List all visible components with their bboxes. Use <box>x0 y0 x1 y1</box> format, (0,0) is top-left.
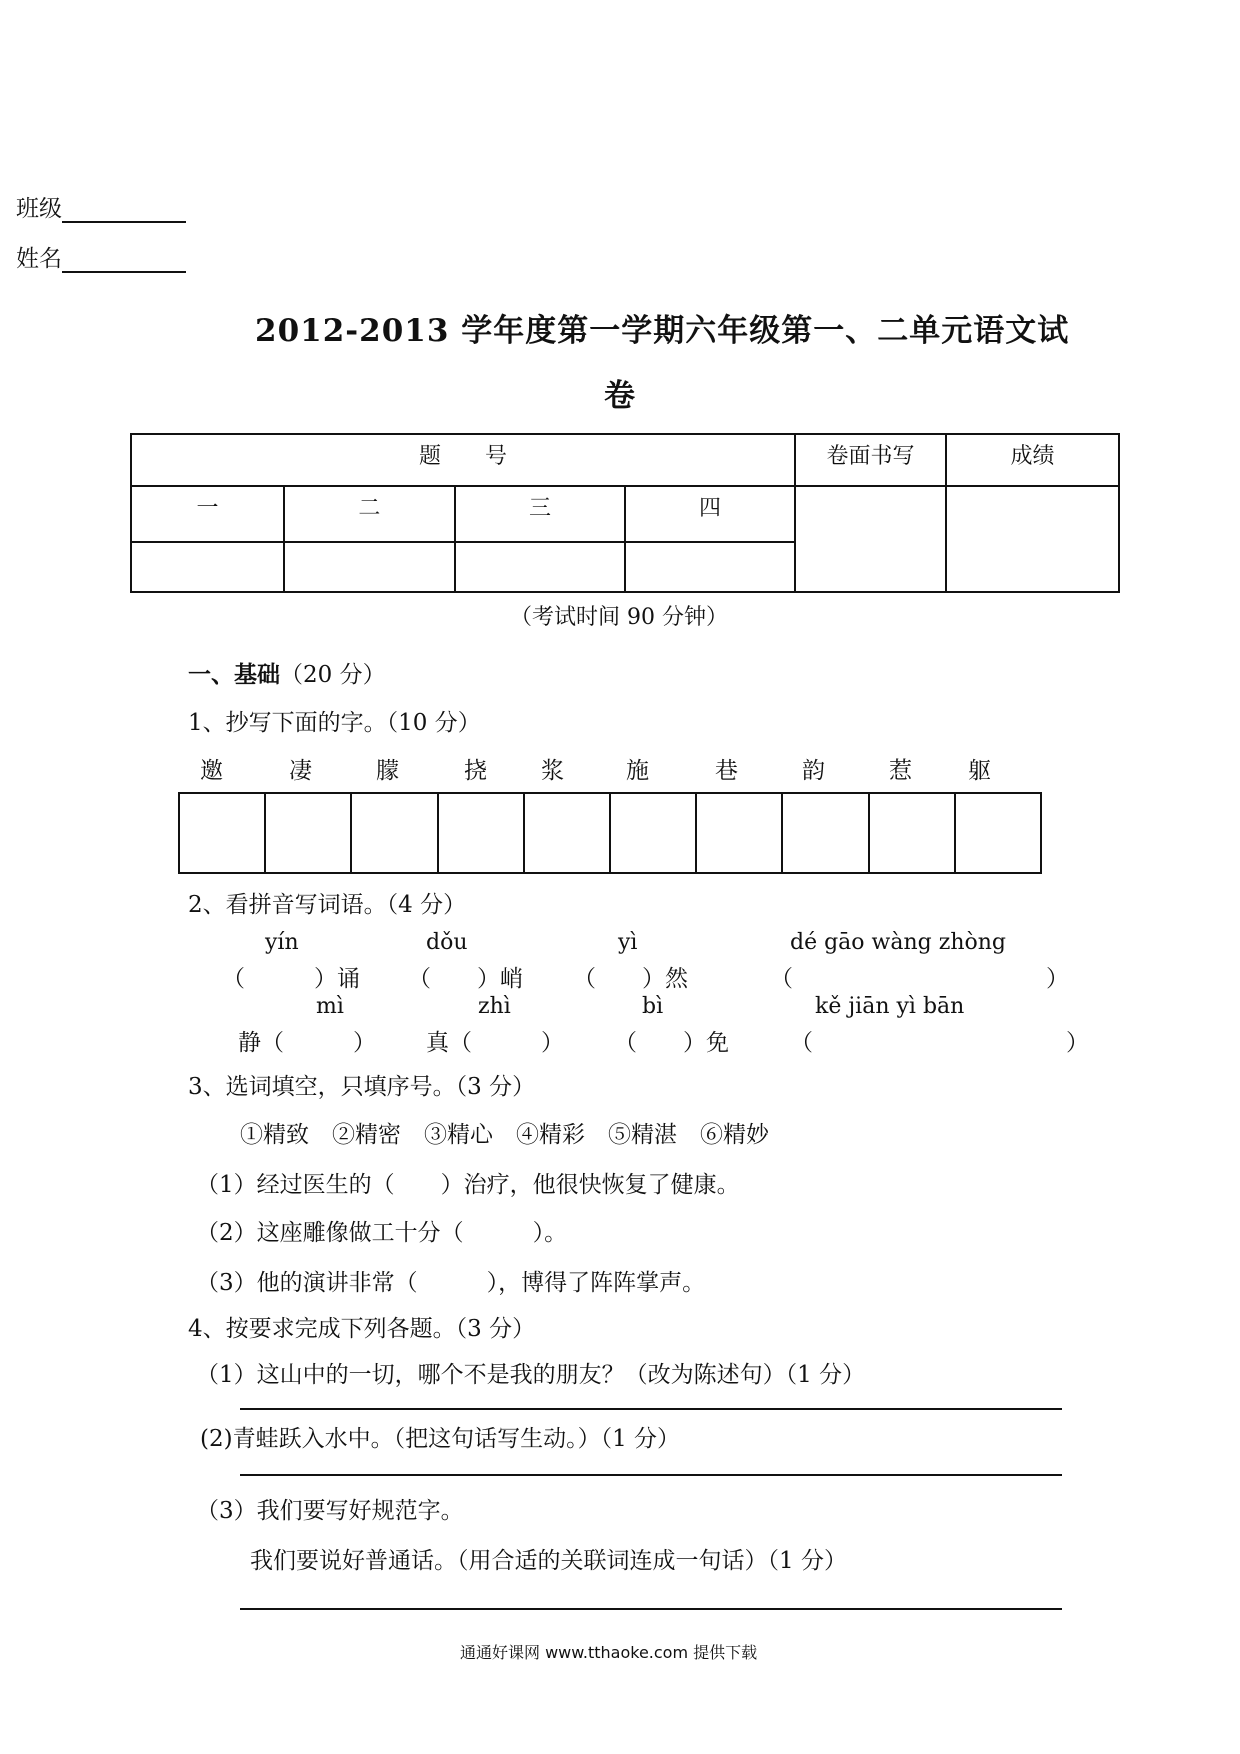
section-three-header: 三 <box>455 486 625 542</box>
name-label: 姓名 <box>16 246 62 272</box>
q2-blank[interactable]: 静（ ） <box>238 1030 376 1056</box>
q1-prompt: 1、抄写下面的字。（10 分） <box>188 710 481 736</box>
q4-item1: （1）这山中的一切，哪个不是我的朋友？（改为陈述句）（1 分） <box>196 1362 866 1388</box>
q2-blank[interactable]: （ ）免 <box>614 1030 729 1056</box>
q2-blank[interactable]: （ ）峭 <box>408 966 523 992</box>
q3-prompt: 3、选词填空，只填序号。（3 分） <box>188 1074 536 1100</box>
q2-blank[interactable]: 真（ ） <box>426 1030 564 1056</box>
writing-box[interactable] <box>956 794 1040 872</box>
score-header: 成绩 <box>946 434 1119 486</box>
q2-blank[interactable]: （ ）然 <box>573 966 688 992</box>
writing-box[interactable] <box>352 794 438 872</box>
section-two-header: 二 <box>284 486 455 542</box>
q4-prompt: 4、按要求完成下列各题。（3 分） <box>188 1316 536 1342</box>
q2-blank[interactable]: （ ） <box>790 1030 1089 1056</box>
section-two-score <box>284 542 455 592</box>
q4-item3-sentence1: （3）我们要写好规范字。 <box>196 1498 464 1524</box>
q1-char: 朦 <box>376 758 399 784</box>
q4-item3-sentence2: 我们要说好普通话。（用合适的关联词连成一句话）（1 分） <box>250 1548 847 1574</box>
q1-char: 浆 <box>541 758 564 784</box>
writing-box[interactable] <box>525 794 611 872</box>
footer-source: 通通好课网 www.tthaoke.com 提供下载 <box>460 1643 758 1662</box>
q2-pinyin: dǒu <box>426 930 468 955</box>
q2-prompt: 2、看拼音写词语。（4 分） <box>188 892 467 918</box>
exam-time-note: （考试时间 90 分钟） <box>510 605 728 630</box>
q1-char: 惹 <box>889 758 912 784</box>
q1-char: 施 <box>626 758 649 784</box>
q2-pinyin: mì <box>316 994 344 1019</box>
total-score-cell <box>946 486 1119 592</box>
q2-pinyin: yín <box>265 930 299 955</box>
q2-pinyin: zhì <box>478 994 511 1019</box>
q1-char: 凄 <box>289 758 312 784</box>
name-field <box>16 240 186 273</box>
section-one-score <box>131 542 284 592</box>
writing-box[interactable] <box>180 794 266 872</box>
q2-pinyin: kě jiān yì bān <box>815 994 965 1019</box>
name-blank <box>62 247 186 273</box>
writing-box[interactable] <box>783 794 869 872</box>
q2-blank[interactable]: （ ）诵 <box>222 966 360 992</box>
q4-item3-answer-line[interactable] <box>240 1608 1062 1610</box>
section-four-header: 四 <box>625 486 795 542</box>
section-three-score <box>455 542 625 592</box>
section-one-title: 一、基础 <box>188 661 280 688</box>
q1-char: 躯 <box>968 758 991 784</box>
q3-word-options: ①精致 ②精密 ③精心 ④精彩 ⑤精湛 ⑥精妙 <box>240 1122 769 1148</box>
score-table <box>130 433 1120 593</box>
handwriting-score-cell <box>795 486 946 592</box>
class-field <box>16 190 186 223</box>
exam-title-line2: 卷 <box>604 378 636 414</box>
section-four-score <box>625 542 795 592</box>
q2-pinyin: dé gāo wàng zhòng <box>790 930 1006 955</box>
q3-item: （3）他的演讲非常（ ），博得了阵阵掌声。 <box>196 1270 706 1296</box>
q1-writing-grid <box>178 792 1042 874</box>
q3-item: （2）这座雕像做工十分（ ）。 <box>196 1220 568 1246</box>
q2-pinyin: yì <box>618 930 638 955</box>
q2-pinyin: bì <box>642 994 664 1019</box>
writing-box[interactable] <box>870 794 956 872</box>
class-blank <box>62 197 186 223</box>
writing-box[interactable] <box>439 794 525 872</box>
q1-char: 邀 <box>200 758 223 784</box>
class-label: 班级 <box>16 196 62 222</box>
q1-char: 巷 <box>715 758 738 784</box>
q4-item1-answer-line[interactable] <box>240 1408 1062 1410</box>
writing-box[interactable] <box>611 794 697 872</box>
q1-char: 韵 <box>802 758 825 784</box>
q4-item2: (2)青蛙跃入水中。（把这句话写生动。）（1 分） <box>200 1426 681 1452</box>
handwriting-header: 卷面书写 <box>795 434 946 486</box>
topic-number-header: 题 号 <box>131 434 795 486</box>
exam-title-line1: 2012-2013 学年度第一学期六年级第一、二单元语文试 <box>255 313 1070 349</box>
q2-blank[interactable]: （ ） <box>770 966 1069 992</box>
writing-box[interactable] <box>266 794 352 872</box>
section-one-header: 一 <box>131 486 284 542</box>
section-one-points: （20 分） <box>280 662 386 688</box>
writing-box[interactable] <box>697 794 783 872</box>
q3-item: （1）经过医生的（ ）治疗，他很快恢复了健康。 <box>196 1172 740 1198</box>
q1-char: 挠 <box>464 758 487 784</box>
q4-item2-answer-line[interactable] <box>240 1474 1062 1476</box>
section-one-heading <box>188 656 386 689</box>
